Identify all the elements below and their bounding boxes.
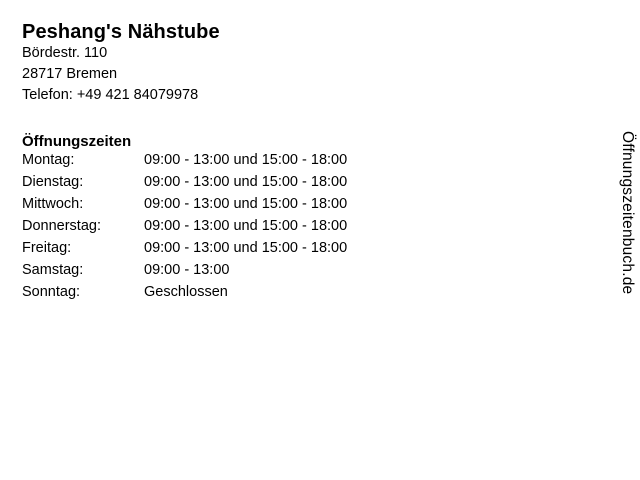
table-row xyxy=(22,174,464,196)
table-row xyxy=(22,284,464,306)
day-label: Dienstag: xyxy=(22,174,84,190)
opening-hours-heading: Öffnungszeiten xyxy=(22,133,132,151)
day-hours: Geschlossen xyxy=(144,284,228,300)
address-street: Bördestr. 110 xyxy=(22,45,108,61)
opening-hours-table xyxy=(22,152,464,306)
day-hours: 09:00 - 13:00 und 15:00 - 18:00 xyxy=(144,218,348,234)
day-hours: 09:00 - 13:00 und 15:00 - 18:00 xyxy=(144,240,348,256)
page-title: Peshang's Nähstube xyxy=(22,21,220,44)
day-label: Sonntag: xyxy=(22,284,81,300)
phone-number: Telefon: +49 421 84079978 xyxy=(22,87,199,103)
table-row xyxy=(22,262,464,284)
table-row xyxy=(22,218,464,240)
day-hours: 09:00 - 13:00 und 15:00 - 18:00 xyxy=(144,152,348,168)
day-label: Mittwoch: xyxy=(22,196,84,212)
table-row xyxy=(22,196,464,218)
address-city: 28717 Bremen xyxy=(22,66,118,82)
watermark-label: Öffnungszeitenbuch.de xyxy=(619,131,636,295)
table-row xyxy=(22,152,464,174)
day-hours: 09:00 - 13:00 und 15:00 - 18:00 xyxy=(144,174,348,190)
day-label: Samstag: xyxy=(22,262,84,278)
day-label: Freitag: xyxy=(22,240,72,256)
table-row xyxy=(22,240,464,262)
day-label: Montag: xyxy=(22,152,75,168)
day-hours: 09:00 - 13:00 xyxy=(144,262,230,278)
day-label: Donnerstag: xyxy=(22,218,101,234)
day-hours: 09:00 - 13:00 und 15:00 - 18:00 xyxy=(144,196,348,212)
address-block xyxy=(22,43,198,106)
